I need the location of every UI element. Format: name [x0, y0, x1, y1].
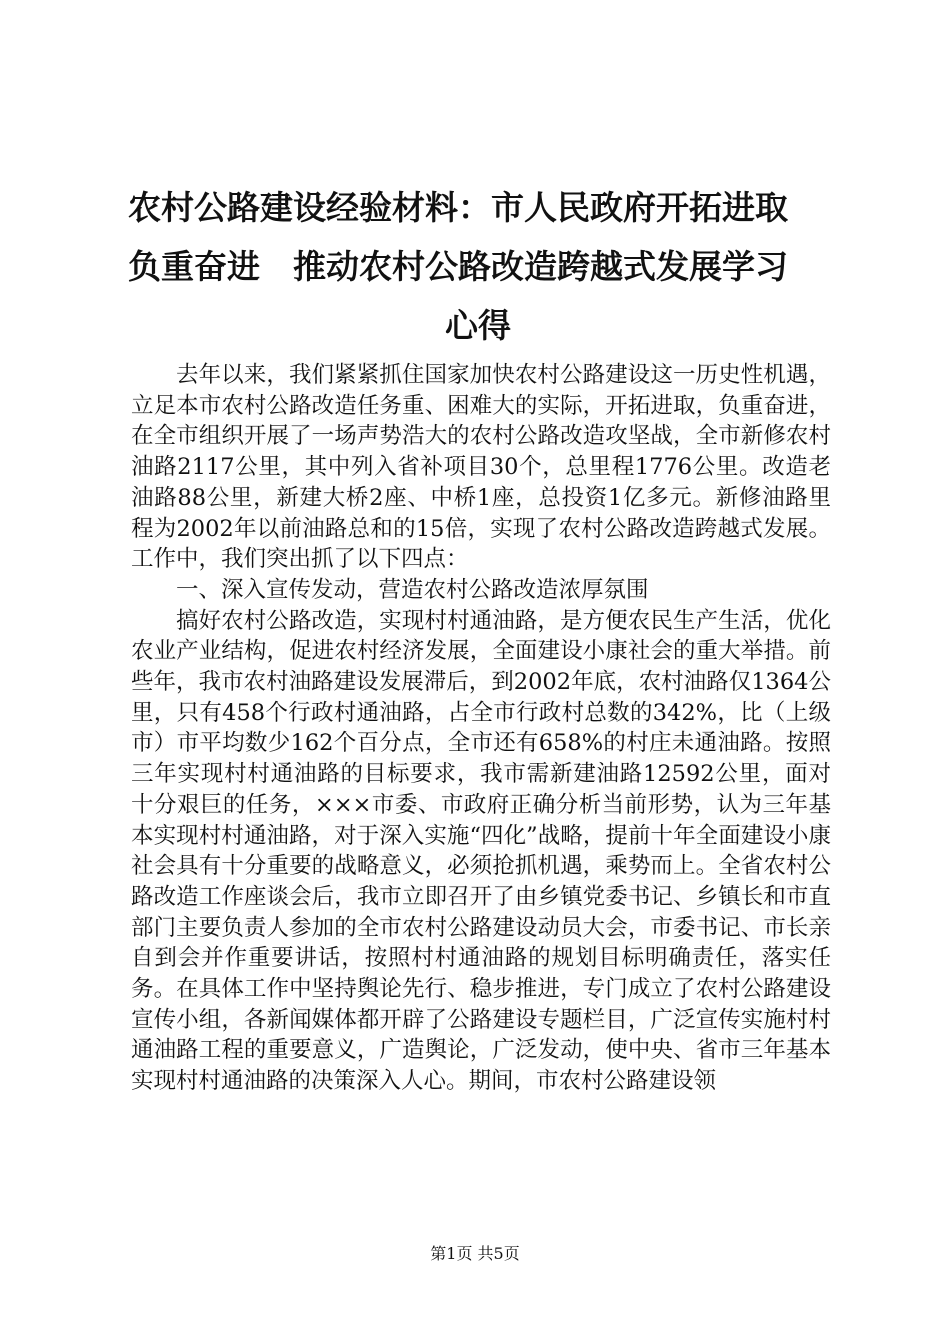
title-line-2: 负重奋进 推动农村公路改造跨越式发展学习	[128, 247, 788, 286]
section-heading-1: 一、深入宣传发动，营造农村公路改造浓厚氛围	[176, 576, 649, 603]
body-paragraph: 搞好农村公路改造，实现村村通油路，是方便农民生产生活，优化农业产业结构，促进农村经济发展，全面建设小康社会的重大举措。前些年，我市农村油路建设发展滞后，到2002年底，农村油路仅1364公里，只有458个行政村通油路，占全市行政村总数的342%，比（上级市）市平均数少162个百分点，全市还有658%的村庄未通油路。按照三年实现村村通油路的目标要求，我市需新建油路12592公里，面对十分艰巨的任务，×××市委、市政府正确分析当前形势，认为三年基本实现村村通油路，对于深入实施“四化”战略，提前十年全面建设小康社会具有十分重要的战略意义，必须抢抓机遇，乘势而上。全省农村公路改造工作座谈会后，我市立即召开了由乡镇党委书记、乡镇长和市直部门主要负责人参加的全市农村公路建设动员大会，市委书记、市长亲自到会并作重要讲话，按照村村通油路的规划目标明确责任，落实任务。在具体工作中坚持舆论先行、稳步推进，专门成立了农村公路建设宣传小组，各新闻媒体都开辟了公路建设专题栏目，广泛宣传实施村村通油路工程的重要意义，广造舆论，广泛发动，使中央、省市三年基本实现村村通油路的决策深入人心。期间，市农村公路建设领	[131, 607, 831, 1095]
intro-paragraph: 去年以来，我们紧紧抓住国家加快农村公路建设这一历史性机遇，立足本市农村公路改造任务重、困难大的实际，开拓进取，负重奋进，在全市组织开展了一场声势浩大的农村公路改造攻坚战，全市新修农村油路2117公里，其中列入省补项目30个，总里程1776公里。改造老油路88公里，新建大桥2座、中桥1座，总投资1亿多元。新修油路里程为2002年以前油路总和的15倍，实现了农村公路改造跨越式发展。工作中，我们突出抓了以下四点：	[131, 362, 831, 573]
page-footer: 第1页 共5页	[430, 1244, 520, 1263]
title-line-3: 心得	[445, 306, 511, 345]
title-line-1: 农村公路建设经验材料：市人民政府开拓进取	[128, 188, 788, 227]
document-body	[131, 360, 831, 1097]
document-title	[128, 178, 828, 355]
